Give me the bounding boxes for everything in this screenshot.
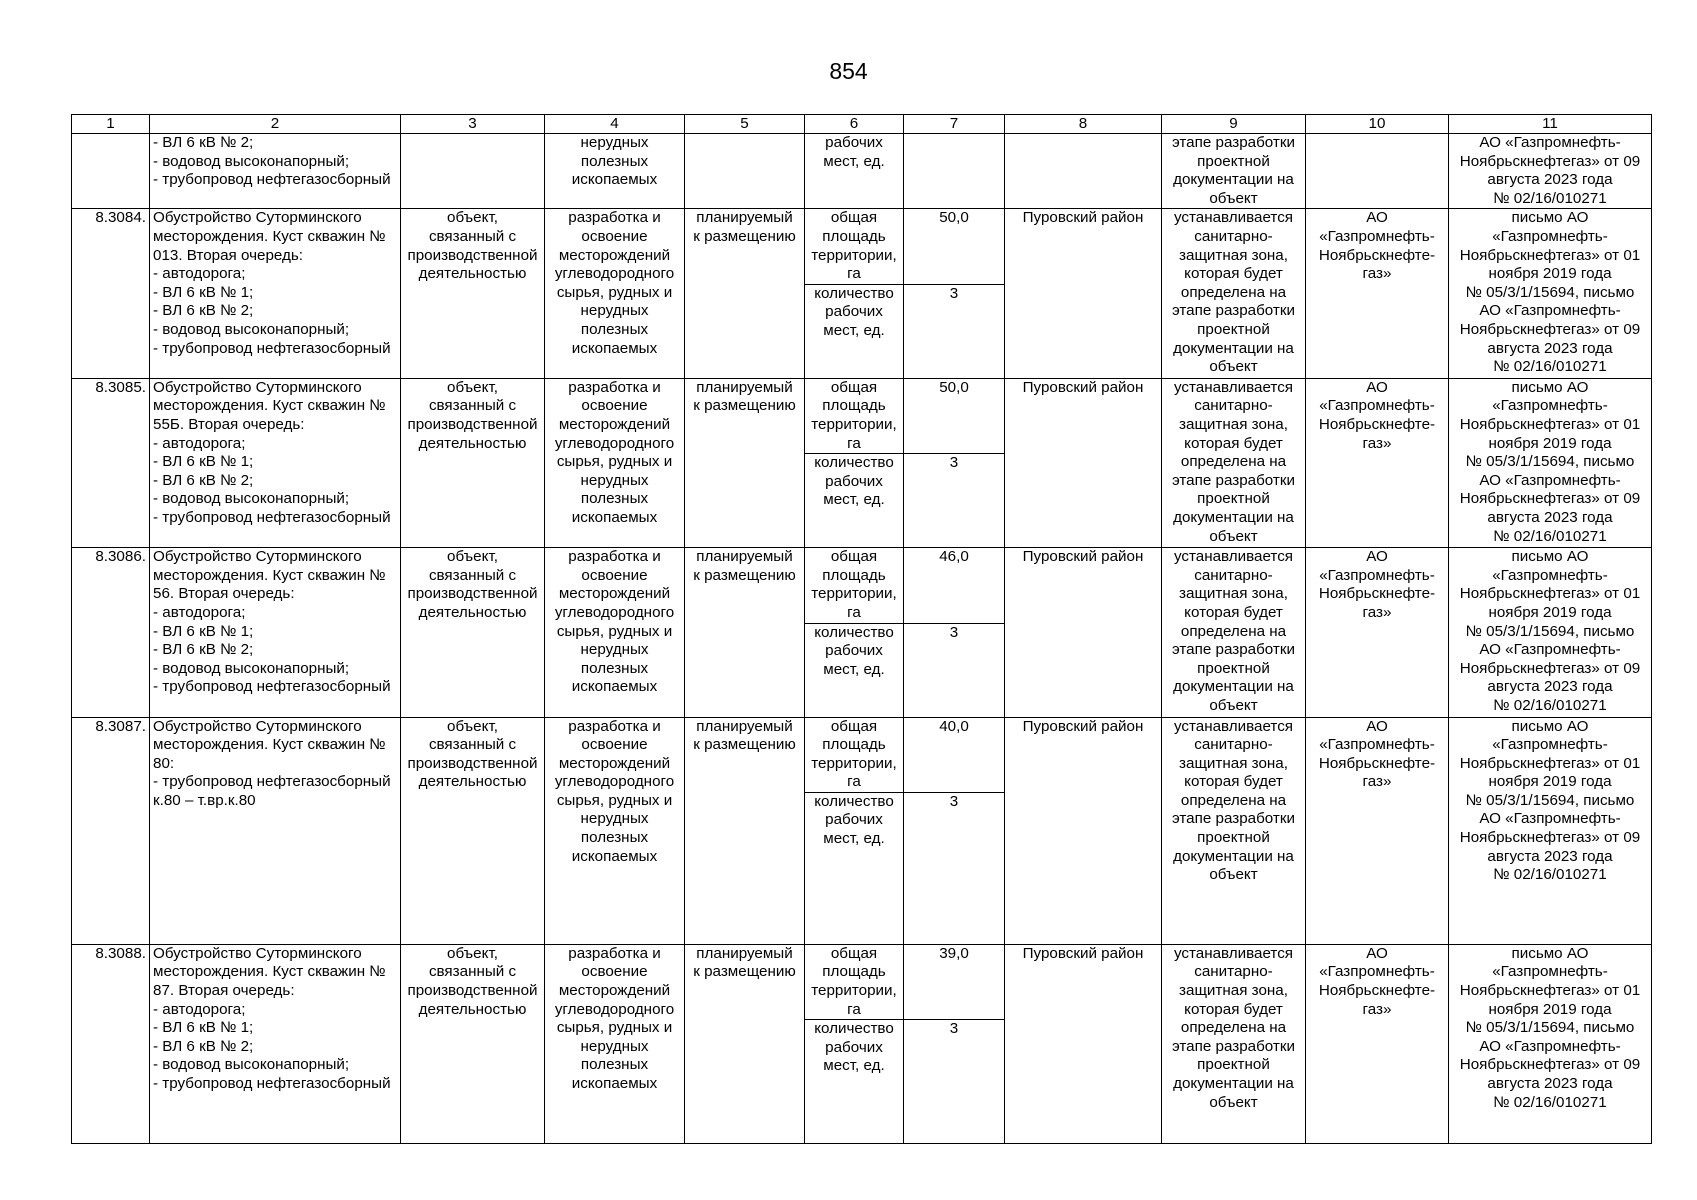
parameter-name-cell: общая площадь территории, га xyxy=(805,378,904,453)
column-header: 10 xyxy=(1306,115,1449,134)
purpose-cell: разработка и освоение месторождений углеводородного сырья, рудных и нерудных полезных ископаемых xyxy=(545,944,685,1143)
parameter-name-cell: количество рабочих мест, ед. xyxy=(805,1020,904,1144)
status-cell: планируемый к размещению xyxy=(685,209,805,378)
column-header: 4 xyxy=(545,115,685,134)
table-row xyxy=(72,944,1652,1019)
column-header: 9 xyxy=(1162,115,1306,134)
parameter-value-cell: 3 xyxy=(904,623,1005,717)
table-row xyxy=(72,209,1652,284)
column-header: 6 xyxy=(805,115,904,134)
object-name-cell: Обустройство Суторминского месторождения. Куст скважин № 87. Вторая очередь: - автодорога; - ВЛ 6 кВ № 1; - ВЛ 6 кВ № 2; - водовод высоконапорный; - трубопровод нефтегазосборный xyxy=(150,944,401,1143)
table-cell xyxy=(685,134,805,209)
parameter-value-cell: 40,0 xyxy=(904,717,1005,792)
object-name-cell: Обустройство Суторминского месторождения. Куст скважин № 013. Вторая очередь: - автодорога; - ВЛ 6 кВ № 1; - ВЛ 6 кВ № 2; - водовод высоконапорный; - трубопровод нефтегазосборный xyxy=(150,209,401,378)
zone-cell: устанавливается санитарно- защитная зона, которая будет определена на этапе разработки проектной документации на объект xyxy=(1162,378,1306,547)
parameter-name-cell: общая площадь территории, га xyxy=(805,717,904,792)
parameter-value-cell: 46,0 xyxy=(904,548,1005,623)
column-header: 2 xyxy=(150,115,401,134)
object-type-cell: объект, связанный с производственной деятельностью xyxy=(401,209,545,378)
table-cell xyxy=(1005,134,1162,209)
purpose-cell: разработка и освоение месторождений углеводородного сырья, рудных и нерудных полезных ископаемых xyxy=(545,548,685,717)
purpose-cell: разработка и освоение месторождений углеводородного сырья, рудных и нерудных полезных ископаемых xyxy=(545,717,685,944)
basis-cell: АО «Газпромнефть- Ноябрьскнефтегаз» от 09 августа 2023 года № 02/16/010271 xyxy=(1449,134,1652,209)
parameter-name-cell: общая площадь территории, га xyxy=(805,209,904,284)
object-name-cell: Обустройство Суторминского месторождения. Куст скважин № 55Б. Вторая очередь: - автодорога; - ВЛ 6 кВ № 1; - ВЛ 6 кВ № 2; - водовод высоконапорный; - трубопровод нефтегазосборный xyxy=(150,378,401,547)
zone-cell: устанавливается санитарно- защитная зона, которая будет определена на этапе разработки проектной документации на объект xyxy=(1162,209,1306,378)
object-type-cell: объект, связанный с производственной деятельностью xyxy=(401,378,545,547)
table-cell xyxy=(904,134,1005,209)
status-cell: планируемый к размещению xyxy=(685,944,805,1143)
location-cell: Пуровский район xyxy=(1005,378,1162,547)
parameter-name-cell: количество рабочих мест, ед. xyxy=(805,792,904,944)
table-row xyxy=(72,717,1652,792)
zone-cell: этапе разработки проектной документации на объект xyxy=(1162,134,1306,209)
parameter-value-cell: 3 xyxy=(904,1020,1005,1144)
owner-cell: АО «Газпромнефть- Ноябрьскнефте- газ» xyxy=(1306,378,1449,547)
parameter-name-cell: общая площадь территории, га xyxy=(805,548,904,623)
object-type-cell: объект, связанный с производственной деятельностью xyxy=(401,717,545,944)
basis-cell: письмо АО «Газпромнефть- Ноябрьскнефтегаз» от 01 ноября 2019 года № 05/3/1/15694, письмо АО «Газпромнефть- Ноябрьскнефтегаз» от 09 августа 2023 года № 02/16/010271 xyxy=(1449,378,1652,547)
column-header: 5 xyxy=(685,115,805,134)
parameter-value-cell: 3 xyxy=(904,284,1005,378)
parameter-name-cell: общая площадь территории, га xyxy=(805,944,904,1019)
parameter-value-cell: 50,0 xyxy=(904,378,1005,453)
basis-cell: письмо АО «Газпромнефть- Ноябрьскнефтегаз» от 01 ноября 2019 года № 05/3/1/15694, письмо АО «Газпромнефть- Ноябрьскнефтегаз» от 09 августа 2023 года № 02/16/010271 xyxy=(1449,209,1652,378)
status-cell: планируемый к размещению xyxy=(685,378,805,547)
parameter-name-cell: количество рабочих мест, ед. xyxy=(805,623,904,717)
basis-cell: письмо АО «Газпромнефть- Ноябрьскнефтегаз» от 01 ноября 2019 года № 05/3/1/15694, письмо АО «Газпромнефть- Ноябрьскнефтегаз» от 09 августа 2023 года № 02/16/010271 xyxy=(1449,944,1652,1143)
location-cell: Пуровский район xyxy=(1005,717,1162,944)
owner-cell: АО «Газпромнефть- Ноябрьскнефте- газ» xyxy=(1306,209,1449,378)
parameter-name-cell: количество рабочих мест, ед. xyxy=(805,454,904,548)
owner-cell: АО «Газпромнефть- Ноябрьскнефте- газ» xyxy=(1306,944,1449,1143)
parameter-value-cell: 3 xyxy=(904,792,1005,944)
location-cell: Пуровский район xyxy=(1005,209,1162,378)
table-row xyxy=(72,548,1652,623)
basis-cell: письмо АО «Газпромнефть- Ноябрьскнефтегаз» от 01 ноября 2019 года № 05/3/1/15694, письмо АО «Газпромнефть- Ноябрьскнефтегаз» от 09 августа 2023 года № 02/16/010271 xyxy=(1449,717,1652,944)
parameter-value-cell: 50,0 xyxy=(904,209,1005,284)
column-header: 7 xyxy=(904,115,1005,134)
table-row xyxy=(72,378,1652,453)
object-type-cell: объект, связанный с производственной деятельностью xyxy=(401,548,545,717)
status-cell: планируемый к размещению xyxy=(685,548,805,717)
object-name-cell: Обустройство Суторминского месторождения. Куст скважин № 80: - трубопровод нефтегазосборный к.80 – т.вр.к.80 xyxy=(150,717,401,944)
owner-cell: АО «Газпромнефть- Ноябрьскнефте- газ» xyxy=(1306,548,1449,717)
zone-cell: устанавливается санитарно- защитная зона, которая будет определена на этапе разработки проектной документации на объект xyxy=(1162,944,1306,1143)
table-cell xyxy=(401,134,545,209)
row-number-cell: 8.3084. xyxy=(72,209,150,378)
purpose-cell: разработка и освоение месторождений углеводородного сырья, рудных и нерудных полезных ископаемых xyxy=(545,209,685,378)
zone-cell: устанавливается санитарно- защитная зона, которая будет определена на этапе разработки проектной документации на объект xyxy=(1162,548,1306,717)
row-number-cell: 8.3086. xyxy=(72,548,150,717)
object-type-cell: объект, связанный с производственной деятельностью xyxy=(401,944,545,1143)
column-header: 1 xyxy=(72,115,150,134)
purpose-cell: разработка и освоение месторождений углеводородного сырья, рудных и нерудных полезных ископаемых xyxy=(545,378,685,547)
column-header: 3 xyxy=(401,115,545,134)
continuation-row xyxy=(72,134,1652,209)
row-number-cell: 8.3085. xyxy=(72,378,150,547)
parameter-name-cell: количество рабочих мест, ед. xyxy=(805,284,904,378)
purpose-cell: нерудных полезных ископаемых xyxy=(545,134,685,209)
location-cell: Пуровский район xyxy=(1005,548,1162,717)
location-cell: Пуровский район xyxy=(1005,944,1162,1143)
row-number-cell: 8.3088. xyxy=(72,944,150,1143)
object-name-cell: Обустройство Суторминского месторождения. Куст скважин № 56. Вторая очередь: - автодорога; - ВЛ 6 кВ № 1; - ВЛ 6 кВ № 2; - водовод высоконапорный; - трубопровод нефтегазосборный xyxy=(150,548,401,717)
parameter-value-cell: 39,0 xyxy=(904,944,1005,1019)
column-header: 8 xyxy=(1005,115,1162,134)
basis-cell: письмо АО «Газпромнефть- Ноябрьскнефтегаз» от 01 ноября 2019 года № 05/3/1/15694, письмо АО «Газпромнефть- Ноябрьскнефтегаз» от 09 августа 2023 года № 02/16/010271 xyxy=(1449,548,1652,717)
zone-cell: устанавливается санитарно- защитная зона, которая будет определена на этапе разработки проектной документации на объект xyxy=(1162,717,1306,944)
table-cell xyxy=(72,134,150,209)
table-cell xyxy=(1306,134,1449,209)
object-name-cell: - ВЛ 6 кВ № 2; - водовод высоконапорный; - трубопровод нефтегазосборный xyxy=(150,134,401,209)
status-cell: планируемый к размещению xyxy=(685,717,805,944)
parameter-cell: рабочих мест, ед. xyxy=(805,134,904,209)
planned-objects-table xyxy=(71,114,1652,1144)
row-number-cell: 8.3087. xyxy=(72,717,150,944)
column-number-row xyxy=(72,115,1652,134)
page-number: 854 xyxy=(829,58,868,84)
owner-cell: АО «Газпромнефть- Ноябрьскнефте- газ» xyxy=(1306,717,1449,944)
parameter-value-cell: 3 xyxy=(904,454,1005,548)
column-header: 11 xyxy=(1449,115,1652,134)
